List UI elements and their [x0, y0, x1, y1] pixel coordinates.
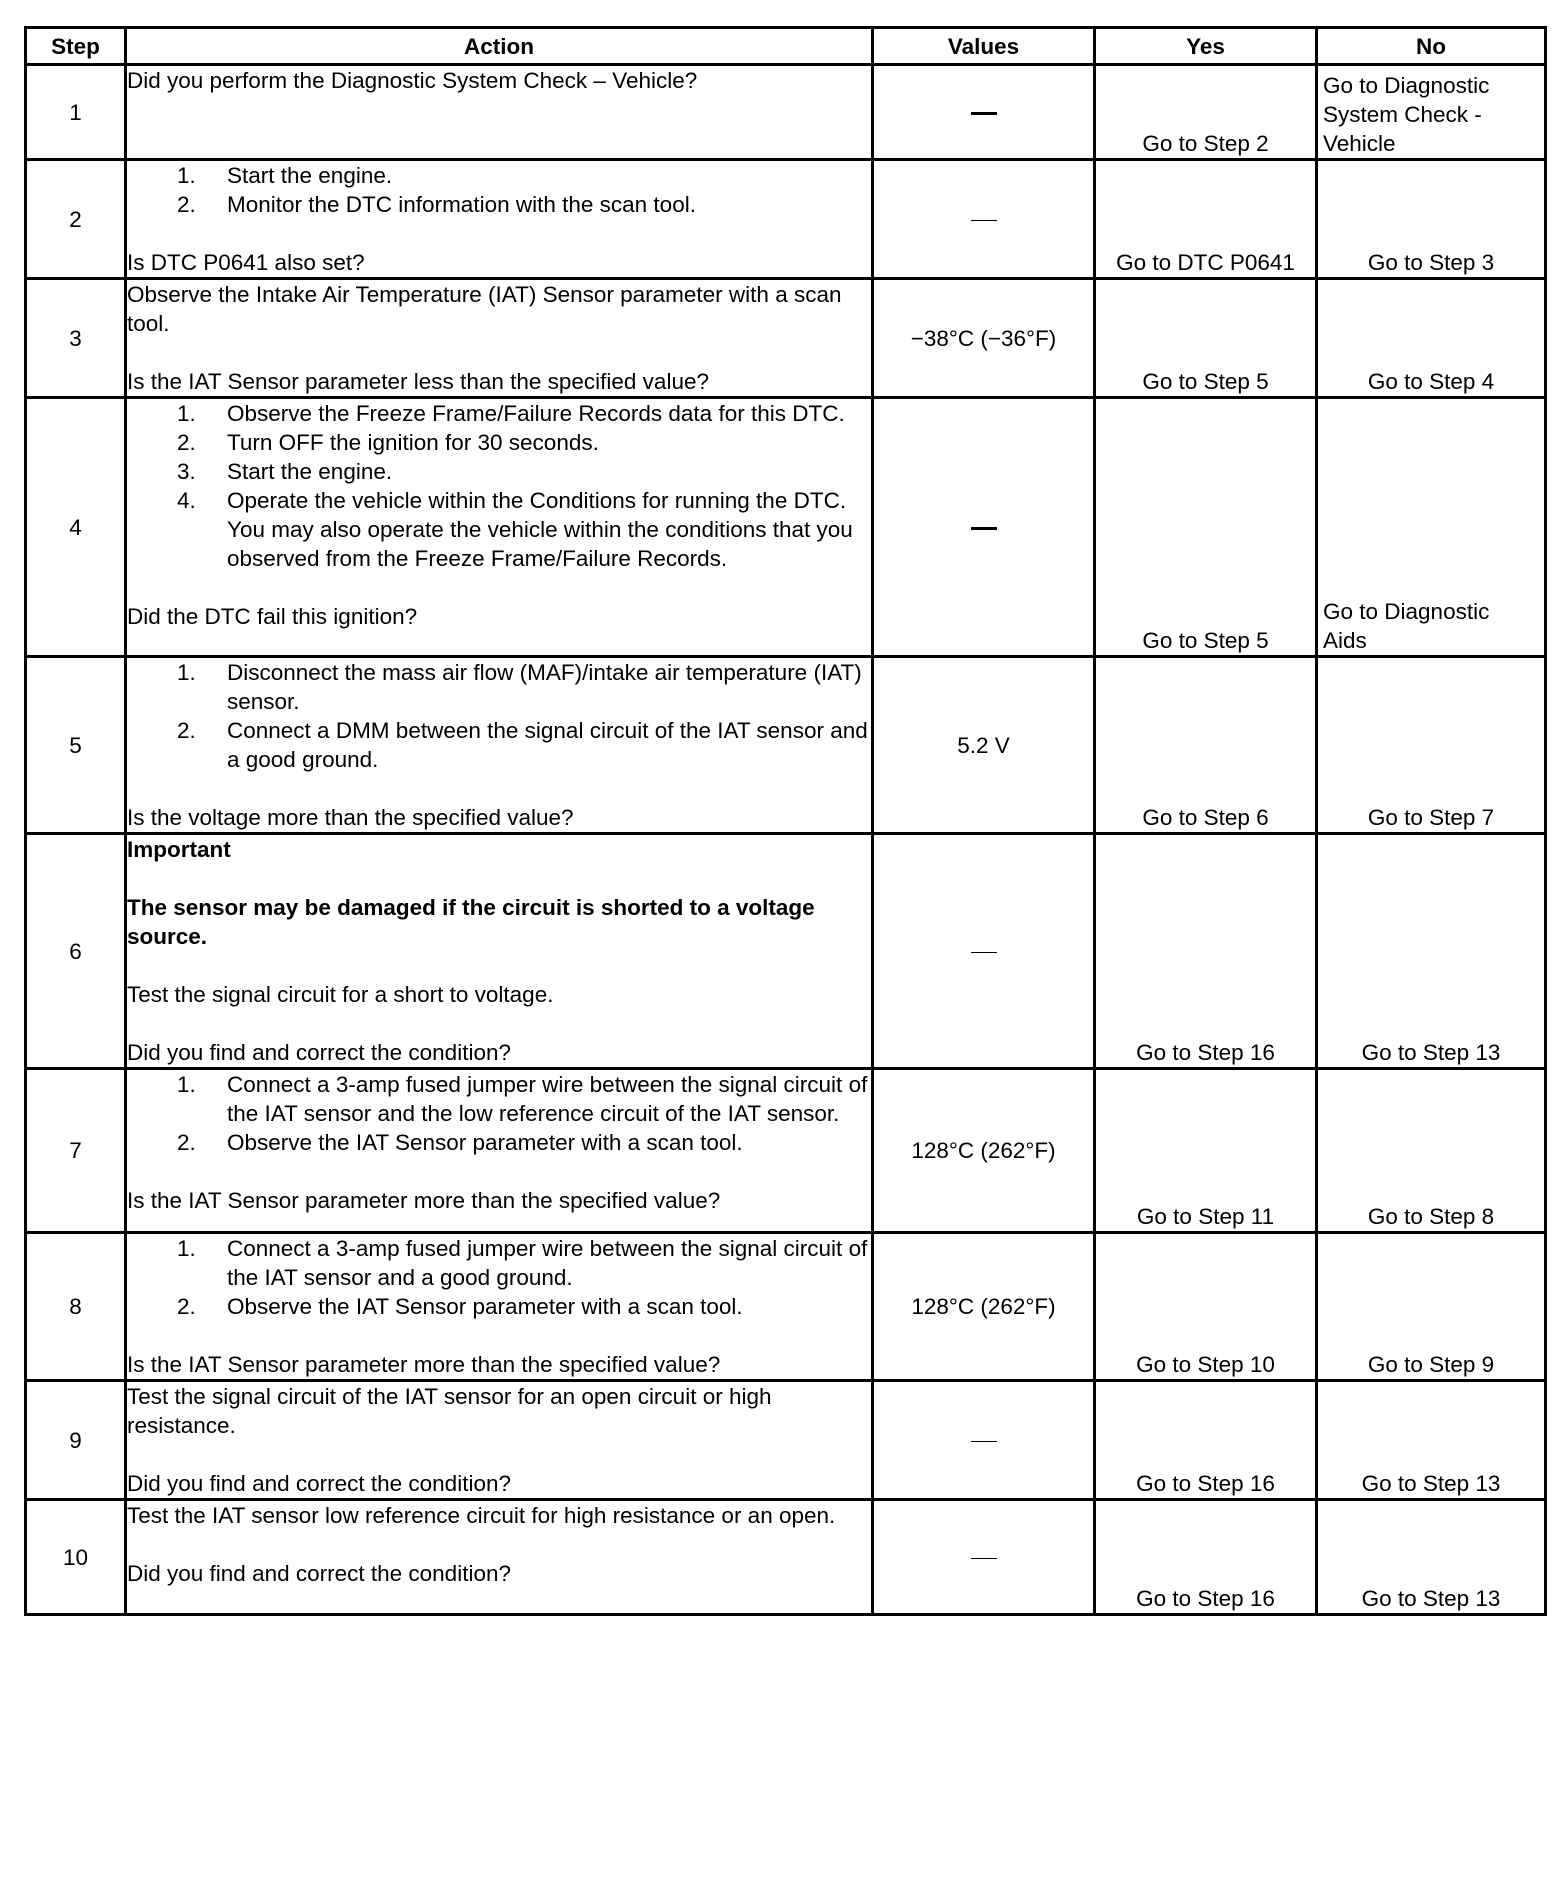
diagnostic-page	[24, 26, 1544, 1616]
dash-mark	[971, 1441, 997, 1443]
important-text: The sensor may be damaged if the circuit is shorted to a voltage source.	[127, 895, 815, 949]
yes-cell[interactable]: Go to Step 16	[1095, 1381, 1317, 1500]
diagnostic-table	[24, 26, 1547, 1616]
dash-mark	[971, 952, 997, 954]
action-cell	[126, 1381, 873, 1500]
value-cell: −38°C (−36°F)	[873, 279, 1095, 398]
yes-cell[interactable]: Go to Step 5	[1095, 279, 1317, 398]
action-cell	[126, 398, 873, 657]
step-number: 6	[26, 834, 126, 1069]
header-values: Values	[873, 28, 1095, 65]
action-steps	[127, 1234, 871, 1321]
value-cell	[873, 834, 1095, 1069]
table-row	[26, 657, 1546, 834]
value-cell: 128°C (262°F)	[873, 1069, 1095, 1233]
intro-text: Observe the Intake Air Temperature (IAT) Sensor parameter with a scan tool.	[127, 282, 842, 336]
action-step: 1. Disconnect the mass air flow (MAF)/intake air temperature (IAT) sensor.	[177, 660, 862, 714]
intro-text: Test the IAT sensor low reference circuit for high resistance or an open.	[127, 1503, 836, 1528]
intro-text: Test the signal circuit for a short to voltage.	[127, 982, 554, 1007]
action-cell	[126, 65, 873, 160]
no-cell[interactable]: Go to Step 4	[1317, 279, 1546, 398]
action-step: 2. Connect a DMM between the signal circuit of the IAT sensor and a good ground.	[177, 718, 868, 772]
step-number: 8	[26, 1233, 126, 1381]
action-step: 2. Monitor the DTC information with the scan tool.	[177, 192, 696, 217]
yes-cell[interactable]: Go to Step 16	[1095, 834, 1317, 1069]
table-row	[26, 1069, 1546, 1233]
yes-cell[interactable]: Go to Step 6	[1095, 657, 1317, 834]
table-row	[26, 1381, 1546, 1500]
header-row	[26, 28, 1546, 65]
yes-cell[interactable]: Go to DTC P0641	[1095, 160, 1317, 279]
intro-text: Test the signal circuit of the IAT sensor for an open circuit or high resistance.	[127, 1384, 772, 1438]
table-row	[26, 65, 1546, 160]
step-number: 2	[26, 160, 126, 279]
value-cell: 128°C (262°F)	[873, 1233, 1095, 1381]
header-yes: Yes	[1095, 28, 1317, 65]
action-cell	[126, 279, 873, 398]
table-row	[26, 1233, 1546, 1381]
step-number: 4	[26, 398, 126, 657]
important-title: Important	[127, 837, 231, 862]
dash-mark	[971, 112, 997, 115]
no-cell[interactable]: Go to Diagnostic Aids	[1317, 398, 1546, 657]
table-row	[26, 279, 1546, 398]
no-cell[interactable]: Go to Diagnostic System Check - Vehicle	[1317, 65, 1546, 160]
action-step: 1. Connect a 3-amp fused jumper wire between the signal circuit of the IAT sensor and the low reference circuit of the IAT sensor.	[177, 1072, 868, 1126]
action-cell	[126, 160, 873, 279]
table-row	[26, 160, 1546, 279]
no-cell[interactable]: Go to Step 13	[1317, 1500, 1546, 1615]
dash-mark	[971, 1558, 997, 1560]
value-cell	[873, 65, 1095, 160]
value-cell	[873, 1500, 1095, 1615]
step-number: 7	[26, 1069, 126, 1233]
step-number: 1	[26, 65, 126, 160]
table-row	[26, 398, 1546, 657]
step-number: 9	[26, 1381, 126, 1500]
dash-mark	[971, 527, 997, 530]
action-step: 2. Observe the IAT Sensor parameter with a scan tool.	[177, 1294, 743, 1319]
step-number: 5	[26, 657, 126, 834]
value-cell: 5.2 V	[873, 657, 1095, 834]
question-text: Did you find and correct the condition?	[127, 1561, 511, 1586]
question-text: Did you find and correct the condition?	[127, 1040, 511, 1065]
no-cell[interactable]: Go to Step 13	[1317, 834, 1546, 1069]
header-step: Step	[26, 28, 126, 65]
action-step: 1. Connect a 3-amp fused jumper wire between the signal circuit of the IAT sensor and a good ground.	[177, 1236, 868, 1290]
action-steps	[127, 399, 871, 573]
no-cell[interactable]: Go to Step 13	[1317, 1381, 1546, 1500]
dash-mark	[971, 220, 997, 222]
question-text: Did you find and correct the condition?	[127, 1471, 511, 1496]
value-cell	[873, 160, 1095, 279]
no-cell[interactable]: Go to Step 8	[1317, 1069, 1546, 1233]
action-cell	[126, 657, 873, 834]
action-step: 3. Start the engine.	[177, 459, 393, 484]
action-cell	[126, 1233, 873, 1381]
value-cell	[873, 1381, 1095, 1500]
action-step: 2. Turn OFF the ignition for 30 seconds.	[177, 430, 599, 455]
question-text: Is DTC P0641 also set?	[127, 250, 365, 275]
step-number: 3	[26, 279, 126, 398]
action-steps	[127, 1070, 871, 1157]
action-cell	[126, 834, 873, 1069]
table-row	[26, 834, 1546, 1069]
action-step: 4. Operate the vehicle within the Conditions for running the DTC. You may also operate the vehicle within the conditions that you observed from the Freeze Frame/Failure Records.	[177, 488, 853, 571]
question-text: Did the DTC fail this ignition?	[127, 604, 418, 629]
question-text: Is the IAT Sensor parameter less than the specified value?	[127, 369, 709, 394]
yes-cell[interactable]: Go to Step 2	[1095, 65, 1317, 160]
question-text: Did you perform the Diagnostic System Check – Vehicle?	[127, 68, 698, 93]
no-cell[interactable]: Go to Step 3	[1317, 160, 1546, 279]
question-text: Is the IAT Sensor parameter more than the specified value?	[127, 1352, 721, 1377]
step-number: 10	[26, 1500, 126, 1615]
header-action: Action	[126, 28, 873, 65]
yes-cell[interactable]: Go to Step 16	[1095, 1500, 1317, 1615]
header-no: No	[1317, 28, 1546, 65]
action-steps	[127, 658, 871, 774]
action-step: 1. Start the engine.	[177, 163, 393, 188]
action-cell	[126, 1069, 873, 1233]
yes-cell[interactable]: Go to Step 11	[1095, 1069, 1317, 1233]
action-cell	[126, 1500, 873, 1615]
yes-cell[interactable]: Go to Step 10	[1095, 1233, 1317, 1381]
table-row	[26, 1500, 1546, 1615]
no-cell[interactable]: Go to Step 9	[1317, 1233, 1546, 1381]
action-step: 2. Observe the IAT Sensor parameter with a scan tool.	[177, 1130, 743, 1155]
action-step: 1. Observe the Freeze Frame/Failure Records data for this DTC.	[177, 401, 845, 426]
no-cell[interactable]: Go to Step 7	[1317, 657, 1546, 834]
value-cell	[873, 398, 1095, 657]
question-text: Is the voltage more than the specified value?	[127, 805, 574, 830]
question-text: Is the IAT Sensor parameter more than the specified value?	[127, 1188, 721, 1213]
yes-cell[interactable]: Go to Step 5	[1095, 398, 1317, 657]
action-steps	[127, 161, 871, 219]
